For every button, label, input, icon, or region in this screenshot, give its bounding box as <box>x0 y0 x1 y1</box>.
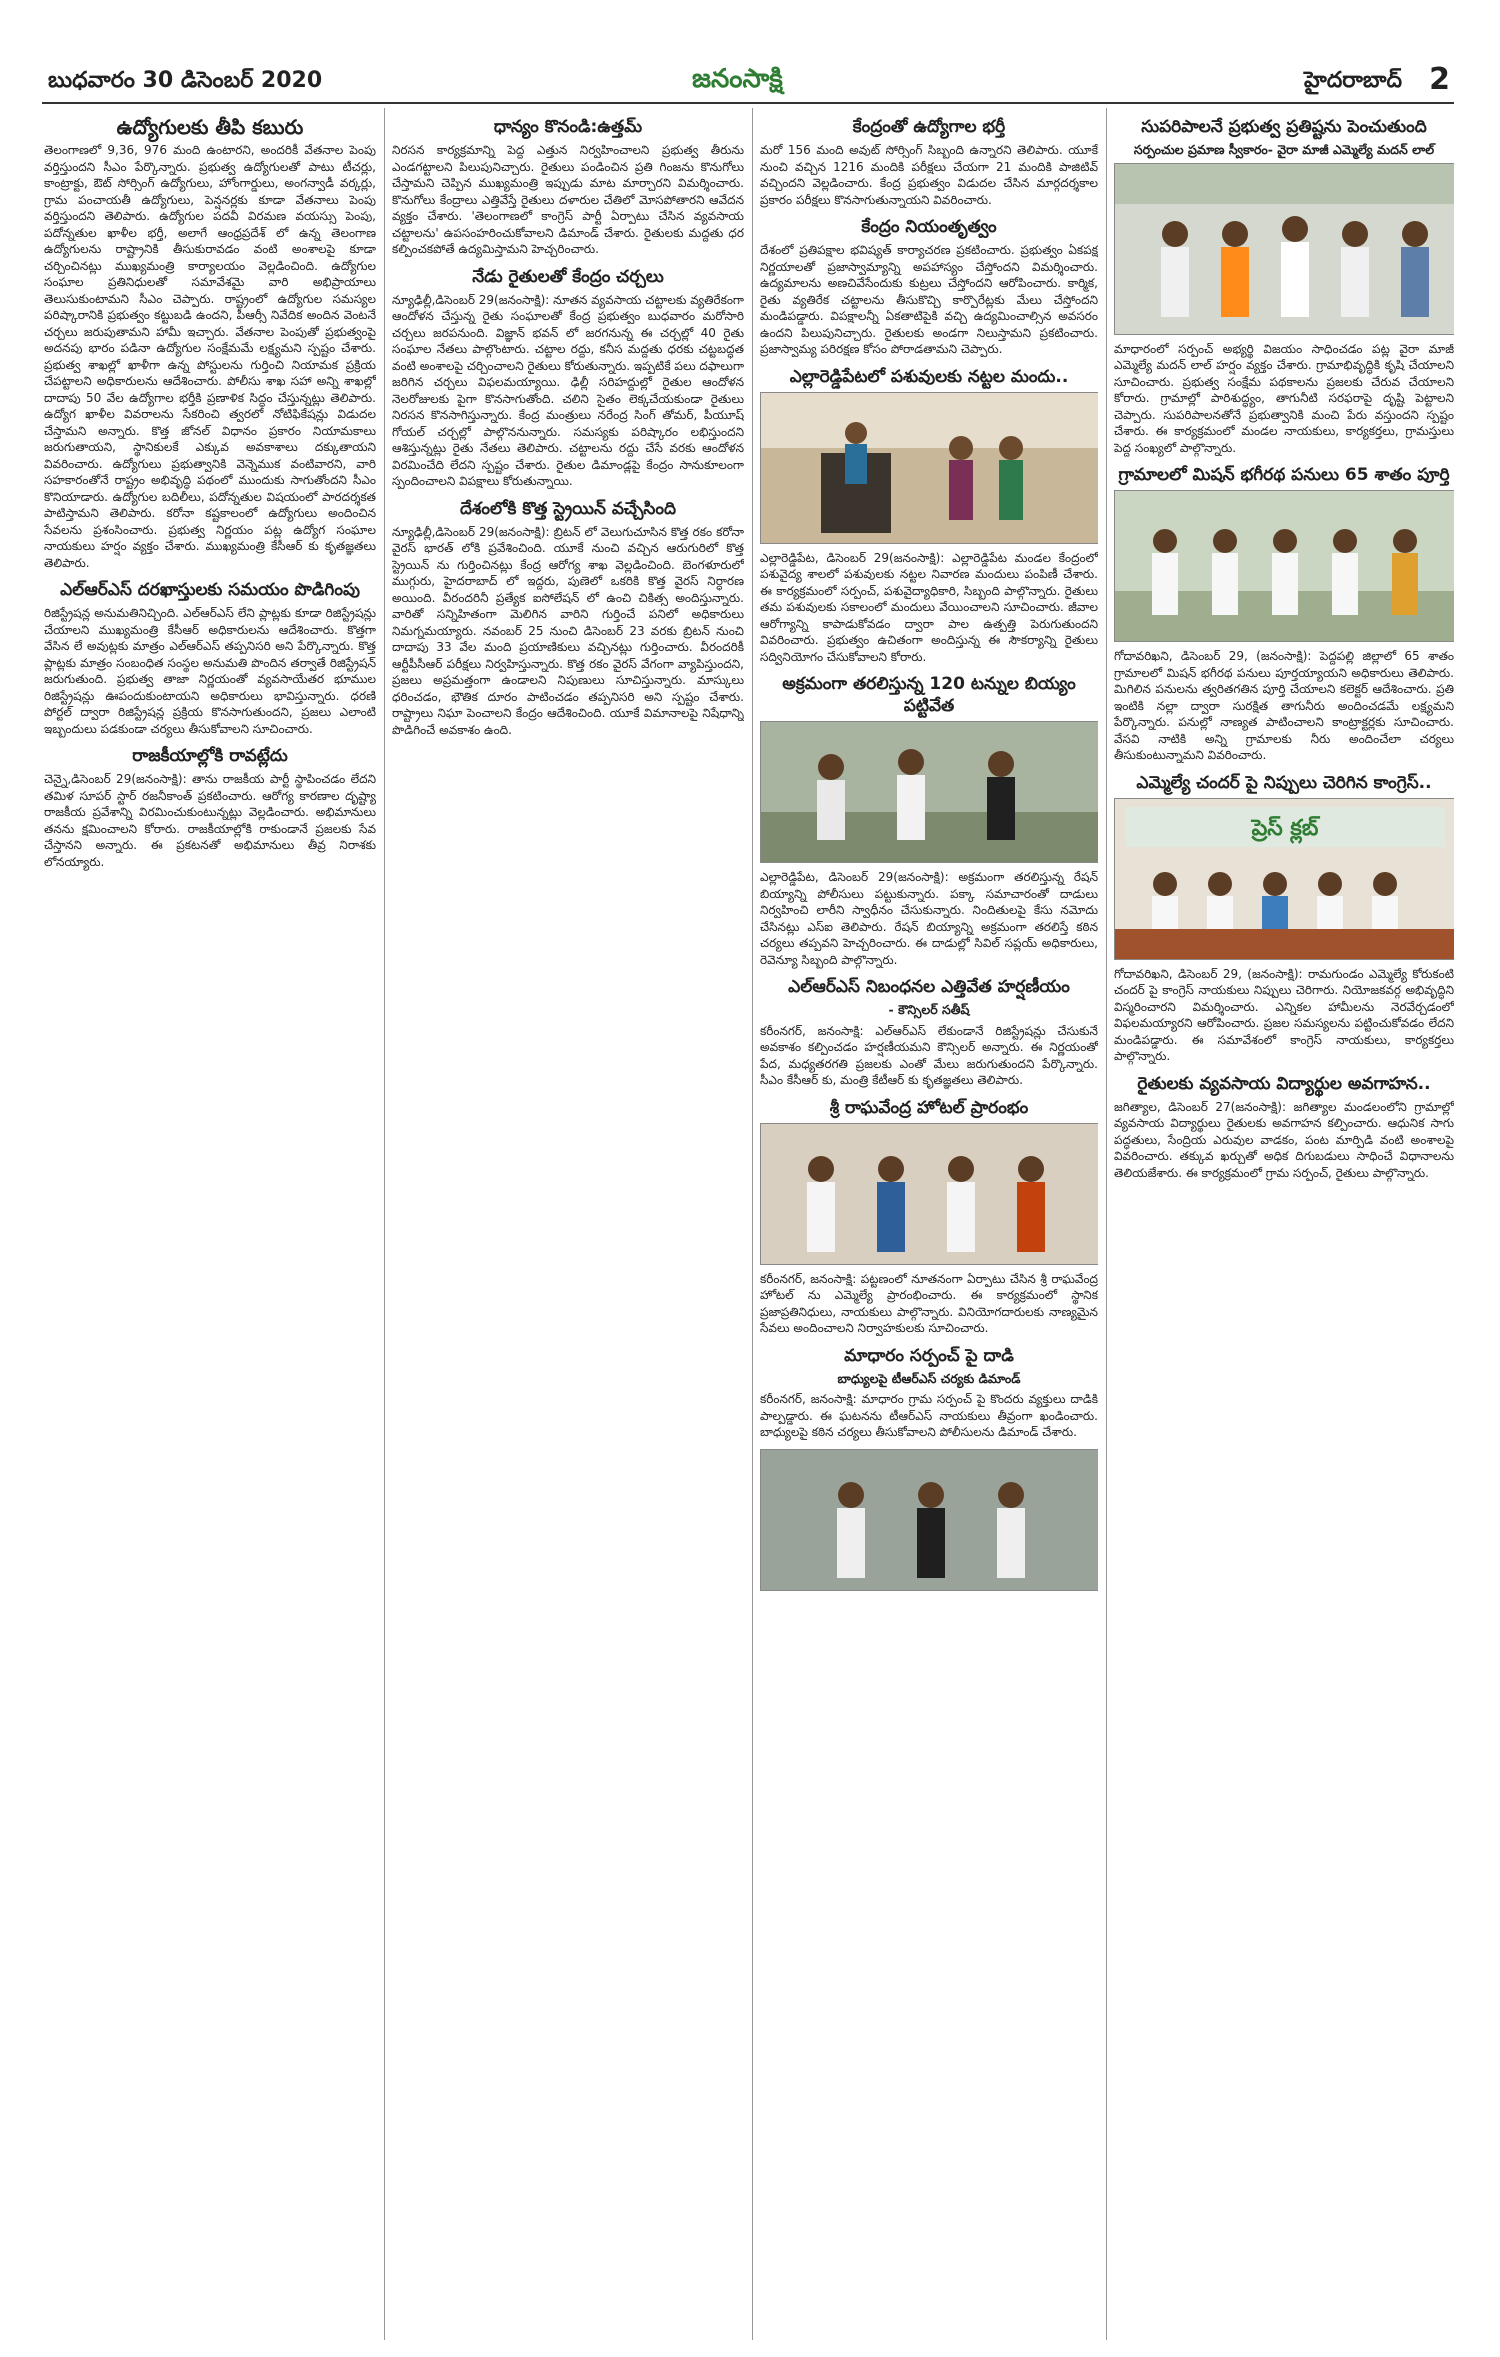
article-headline: కేంద్రం నియంతృత్వం <box>861 217 997 237</box>
article-body: ఎల్లారెడ్డిపేట, డిసెంబర్ 29(జనంసాక్షి): ఎల్లారెడ్డిపేట మండల కేంద్రంలో పశువైద్య శాలలో పశువులకు నట్టల నివారణ మందులు పంపిణీ చేశారు. ఈ కార్యక్రమంలో సర్పంచ్, పశువైద్యాధికారి, సిబ్బంది పాల్గొన్నారు. రైతులు తమ పశువులకు సకాలంలో మందులు వేయించాలని సూచించారు. జీవాల ఆరోగ్యాన్ని కాపాడుకోవడం ద్వారా పాల ఉత్పత్తి పెరుగుతుందని వివరించారు. ప్రభుత్వం ఉచితంగా అందిస్తున్న ఈ సౌకర్యాన్ని రైతులు సద్వినియోగం చేసుకోవాలని కోరారు. <box>760 550 1098 664</box>
page-number: 2 <box>1429 62 1450 97</box>
sarpanch-photo <box>760 1449 1098 1591</box>
article-headline: ఎల్ఆర్ఎస్ నిబంధనల ఎత్తివేత హర్షణీయం <box>788 977 1070 997</box>
article-body: న్యూఢిల్లీ,డిసెంబర్ 29(జనంసాక్షి): నూతన వ్యవసాయ చట్టాలకు వ్యతిరేకంగా ఆందోళన చేస్తున్న రైతు సంఘాలతో కేంద్ర ప్రభుత్వం బుధవారం మరోసారి చర్చలు జరపనుంది. విజ్ఞాన్ భవన్ లో జరగనున్న ఈ చర్చల్లో 40 రైతు సంఘాల నేతలు పాల్గొంటారు. చట్టాల రద్దు, కనీస మద్దతు ధరకు చట్టబద్ధత వంటి అంశాలపై చర్చించాలని రైతులు కోరుతున్నారు. ఇప్పటికే పలు దఫాలుగా జరిగిన చర్చలు విఫలమయ్యాయి. ఢిల్లీ సరిహద్దుల్లో రైతుల ఆందోళన నెలరోజులకు పైగా కొనసాగుతోంది. చలిని సైతం లెక్కచేయకుండా రైతులు నిరసన కొనసాగిస్తున్నారు. కేంద్ర మంత్రులు నరేంద్ర సింగ్ తోమర్, పీయూష్ గోయల్ చర్చల్లో పాల్గొననున్నారు. సమస్యకు పరిష్కారం లభిస్తుందని ఆశిస్తున్నట్లు రైతు నేతలు తెలిపారు. చట్టాలను రద్దు చేసే వరకు ఆందోళన విరమించేది లేదని స్పష్టం చేశారు. రైతుల డిమాండ్లపై కేంద్రం సానుకూలంగా స్పందించాలని విపక్షాలు కోరుతున్నాయి. <box>392 292 744 488</box>
article-body: కరీంనగర్, జనంసాక్షి: ఎల్ఆర్ఎస్ లేకుండానే రిజిస్ట్రేషన్లు చేసుకునే అవకాశం కల్పించడం హర్షణీయమని కౌన్సిలర్ అన్నారు. ఈ నిర్ణయంతో పేద, మధ్యతరగతి ప్రజలకు ఎంతో మేలు జరుగుతుందని పేర్కొన్నారు. సీఎం కేసీఆర్ కు, మంత్రి కేటీఆర్ కు కృతజ్ఞతలు తెలిపారు. <box>760 1023 1098 1087</box>
edition-city: హైదరాబాద్ <box>1304 68 1402 93</box>
article-body: కరీంనగర్, జనంసాక్షి: మాధారం గ్రామ సర్పంచ్ పై కొందరు వ్యక్తులు దాడికి పాల్పడ్డారు. ఈ ఘటనను టీఆర్ఎస్ నాయకులు తీవ్రంగా ఖండించారు. బాధ్యులపై కఠిన చర్యలు తీసుకోవాలని పోలీసులను డిమాండ్ చేశారు. <box>760 1392 1098 1439</box>
column-1 <box>44 110 376 2340</box>
column-2 <box>392 110 744 2340</box>
article-body: చెన్నై,డిసెంబర్ 29(జనంసాక్షి): తాను రాజకీయ పార్టీ స్థాపించడం లేదని తమిళ సూపర్ స్టార్ రజనీకాంత్ ప్రకటించారు. ఆరోగ్య కారణాల దృష్ట్యా రాజకీయ ప్రవేశాన్ని విరమించుకుంటున్నట్లు వెల్లడించారు. అభిమానులు తనను క్షమించాలని కోరారు. రాజకీయాల్లోకి రాకుండానే ప్రజలకు సేవ చేస్తానని అన్నారు. ఈ ప్రకటనతో అభిమానులు తీవ్ర నిరాశకు లోనయ్యారు. <box>44 772 376 869</box>
article-body: నిరసన కార్యక్రమాన్ని పెద్ద ఎత్తున నిర్వహించాలని ప్రభుత్వ తీరును ఎండగట్టాలని పిలుపునిచ్చారు. రైతులు పండించిన ప్రతి గింజను కొనుగోలు చేస్తామని చెప్పిన ముఖ్యమంత్రి ఇప్పుడు మాట మార్చారని విమర్శించారు. కొనుగోలు కేంద్రాలు ఎత్తివేస్తే రైతులు దళారుల చేతిలో మోసపోతారని ఆవేదన వ్యక్తం చేశారు. 'తెలంగాణలో కాంగ్రెస్ పార్టీ ఏర్పాటు చేసిన వ్యవసాయ చట్టాలను' ఉపసంహరించుకోవాలని డిమాండ్ చేశారు. రైతులకు మద్దతు ధర కల్పించకపోతే ఉద్యమిస్తామని హెచ్చరించారు. <box>392 143 744 256</box>
article-subheadline: సర్పంచుల ప్రమాణ స్వీకారం- వైరా మాజీ ఎమ్మెల్యే మదన్ లాల్ <box>1133 142 1435 157</box>
article-headline: రైతులకు వ్యవసాయ విద్యార్థుల అవగాహన.. <box>1137 1073 1431 1094</box>
article-headline: ఎల్ఆర్ఎస్ దరఖాస్తులకు సమయం పొడిగింపు <box>60 580 360 600</box>
article-body: మాధారంలో సర్పంచ్ అభ్యర్థి విజయం సాధించడం పట్ల వైరా మాజీ ఎమ్మెల్యే మదన్ లాల్ హర్షం వ్యక్తం చేశారు. గ్రామాభివృద్ధికి కృషి చేయాలని సూచించారు. ప్రభుత్వ సంక్షేమ పథకాలను ప్రజలకు చేరువ చేయాలని కోరారు. గ్రామాల్లో పారిశుద్ధ్యం, తాగునీటి సరఫరాపై దృష్టి పెట్టాలని చెప్పారు. సుపరిపాలనతోనే ప్రభుత్వానికి మంచి పేరు వస్తుందని స్పష్టం చేశారు. ఈ కార్యక్రమంలో మండల నాయకులు, కార్యకర్తలు, గ్రామస్తులు పెద్ద సంఖ్యలో పాల్గొన్నారు. <box>1114 341 1454 455</box>
article-headline: ఎమ్మెల్యే చందర్ పై నిప్పులు చెరిగిన కాంగ్రెస్.. <box>1136 772 1432 793</box>
hotel-opening-photo <box>760 1123 1098 1265</box>
banner-text: ప్రెస్ క్లబ్ <box>1251 815 1319 841</box>
article-headline: మాధారం సర్పంచ్ పై దాడి <box>844 1345 1014 1366</box>
column-3 <box>760 110 1098 2340</box>
article-headline: ఉద్యోగులకు తీపి కబురు <box>116 115 304 139</box>
congress-meeting-photo <box>1114 798 1454 960</box>
article-body: న్యూఢిల్లీ,డిసెంబర్ 29(జనంసాక్షి): బ్రిటన్ లో వెలుగుచూసిన కొత్త రకం కరోనా వైరస్ భారత్ లోకి ప్రవేశించింది. యూకే నుంచి వచ్చిన ఆరుగురిలో కొత్త స్ట్రెయిన్ ను గుర్తించినట్లు కేంద్ర ఆరోగ్య శాఖ వెల్లడించింది. బెంగళూరులో ముగ్గురు, హైదరాబాద్ లో ఇద్దరు, పుణెలో ఒకరికి కొత్త వైరస్ నిర్ధారణ అయింది. వీరందరినీ ప్రత్యేక ఐసోలేషన్ లో ఉంచి చికిత్స అందిస్తున్నారు. వారితో సన్నిహితంగా మెలిగిన వారిని గుర్తించే పనిలో అధికారులు నిమగ్నమయ్యారు. నవంబర్ 25 నుంచి డిసెంబర్ 23 వరకు బ్రిటన్ నుంచి దాదాపు 33 వేల మంది ప్రయాణికులు వచ్చినట్లు గుర్తించారు. వీరందరికీ ఆర్టీపీసీఆర్ పరీక్షలు నిర్వహిస్తున్నారు. కొత్త రకం వైరస్ వేగంగా వ్యాపిస్తుందని, ప్రజలు అప్రమత్తంగా ఉండాలని నిపుణులు సూచిస్తున్నారు. మాస్కులు ధరించడం, భౌతిక దూరం పాటించడం తప్పనిసరి అని స్పష్టం చేశారు. రాష్ట్రాలు నిఘా పెంచాలని కేంద్రం ఆదేశించింది. యూకే విమానాలపై నిషేధాన్ని పొడిగించే అవకాశం ఉంది. <box>392 524 744 737</box>
article-headline: నేడు రైతులతో కేంద్రం చర్చలు <box>472 266 664 287</box>
article-headline: గ్రామాలలో మిషన్ భగీరథ పనులు 65 శాతం పూర్తి <box>1118 465 1450 485</box>
article-headline: రాజకీయాల్లోకి రావట్లేదు <box>132 746 288 766</box>
article-byline: - కౌన్సిలర్ సతీష్ <box>888 1002 970 1017</box>
article-body: కరీంనగర్, జనంసాక్షి: పట్టణంలో నూతనంగా ఏర్పాటు చేసిన శ్రీ రాఘవేంద్ర హోటల్ ను ఎమ్మెల్యే ప్రారంభించారు. ఈ కార్యక్రమంలో స్థానిక ప్రజాప్రతినిధులు, నాయకులు పాల్గొన్నారు. వినియోగదారులకు నాణ్యమైన సేవలు అందించాలని నిర్వాహకులకు సూచించారు. <box>760 1271 1098 1335</box>
issue-date: బుధవారం 30 డిసెంబర్ 2020 <box>48 68 323 93</box>
paper-logo: జనంసాక్షి <box>692 64 783 94</box>
oath-ceremony-photo <box>1114 163 1454 335</box>
article-headline: కేంద్రంతో ఉద్యోగాల భర్తీ <box>852 117 1006 137</box>
article-body: రిజిస్ట్రేషన్ల అనుమతినిచ్చింది. ఎల్ఆర్ఎస్ లేని ప్లాట్లకు కూడా రిజిస్ట్రేషన్లు చేయాలని ముఖ్యమంత్రి కేసీఆర్ అధికారులను ఆదేశించారు. కొత్తగా వేసిన లే అవుట్లకు మాత్రం ఎల్ఆర్ఎస్ తప్పనిసరి అని పేర్కొన్నారు. కొత్త ప్లాట్లకు మాత్రం సంబంధిత సంస్థల అనుమతి పొందిన తర్వాతే రిజిస్ట్రేషన్ జరుగుతుంది. ప్రభుత్వ తాజా నిర్ణయంతో వ్యవసాయేతర భూముల రిజిస్ట్రేషన్లు ఊపందుకుంటాయని అధికారులు భావిస్తున్నారు. ధరణి పోర్టల్ ద్వారా రిజిస్ట్రేషన్ల ప్రక్రియ కొనసాగుతుందని, ప్రజలు ఎలాంటి ఇబ్బందులు పడకుండా చర్యలు తీసుకోవాలని సూచించారు. <box>44 606 376 736</box>
column-rule <box>384 108 385 2340</box>
article-body: దేశంలో ప్రతిపక్షాల భవిష్యత్ కార్యాచరణ ప్రకటించారు. ప్రభుత్వం ఏకపక్ష నిర్ణయాలతో ప్రజాస్వామ్యాన్ని అపహాస్యం చేస్తోందని విమర్శించారు. ఉద్యమాలను అణచివేసేందుకు కుట్రలు చేస్తోందని ఆరోపించారు. కార్మిక, రైతు వ్యతిరేక చట్టాలను తీసుకొచ్చి కార్పొరేట్లకు మేలు చేస్తోందని మండిపడ్డారు. విపక్షాలన్నీ ఏకతాటిపైకి వచ్చి ఉద్యమించాల్సిన అవసరం ఉందని పిలుపునిచ్చారు. రైతులకు అండగా నిలుస్తామని ప్రకటించారు. ప్రజాస్వామ్య పరిరక్షణ కోసం పోరాడతామని చెప్పారు. <box>760 243 1098 356</box>
article-body: గోదావరిఖని, డిసెంబర్ 29, (జనంసాక్షి): రామగుండం ఎమ్మెల్యే కోరుకంటి చందర్ పై కాంగ్రెస్ నాయకులు నిప్పులు చెరిగారు. నియోజకవర్గ అభివృద్ధిని విస్మరించారని విమర్శించారు. ఎన్నికల హామీలను నెరవేర్చడంలో విఫలమయ్యారని ఆరోపించారు. ప్రజల సమస్యలను పట్టించుకోవడం లేదని మండిపడ్డారు. ఈ సమావేశంలో కాంగ్రెస్ నాయకులు, కార్యకర్తలు పాల్గొన్నారు. <box>1114 966 1454 1063</box>
rice-seizure-photo <box>760 721 1098 863</box>
article-headline: సుపరిపాలనే ప్రభుత్వ ప్రతిష్టను పెంచుతుంది <box>1141 117 1427 137</box>
column-rule <box>1106 108 1107 2340</box>
article-headline: ధాన్యం కొనండి:ఉత్తమ్ <box>493 117 643 137</box>
article-headline: ఎల్లారెడ్డిపేటలో పశువులకు నట్టల మందు.. <box>789 366 1069 387</box>
cattle-deworming-photo <box>760 392 1098 544</box>
article-subheadline: బాధ్యులపై టీఆర్ఎస్ చర్యకు డిమాండ్ <box>837 1370 1021 1386</box>
article-headline: శ్రీ రాఘవేంద్ర హోటల్ ప్రారంభం <box>829 1097 1029 1118</box>
article-body: మరో 156 మంది అవుట్ సోర్సింగ్ సిబ్బంది ఉన్నారని తెలిపారు. యూకే నుంచి వచ్చిన 1216 మందికి పరీక్షలు చేయగా 21 మందికి పాజిటివ్ వచ్చిందని వెల్లడించారు. కేంద్ర ప్రభుత్వం విడుదల చేసిన మార్గదర్శకాల ప్రకారం పరీక్షలు కొనసాగుతున్నాయని వివరించారు. <box>760 143 1098 207</box>
article-body: జగిత్యాల, డిసెంబర్ 27(జనంసాక్షి): జగిత్యాల మండలంలోని గ్రామాల్లో వ్యవసాయ విద్యార్థులు రైతులకు అవగాహన కల్పించారు. ఆధునిక సాగు పద్ధతులు, సేంద్రియ ఎరువుల వాడకం, పంట మార్పిడి వంటి అంశాలపై వివరించారు. తక్కువ ఖర్చుతో అధిక దిగుబడులు సాధించే విధానాలను తెలియజేశారు. ఈ కార్యక్రమంలో గ్రామ సర్పంచ్, రైతులు పాల్గొన్నారు. <box>1114 1099 1454 1180</box>
column-rule <box>752 108 753 2340</box>
article-body: తెలంగాణలో 9,36, 976 మంది ఉంటారని, అందరికీ వేతనాల పెంపు వర్తిస్తుందని సీఎం పేర్కొన్నారు. ప్రభుత్వ ఉద్యోగులతో పాటు టీచర్లు, కాంట్రాక్టు, ఔట్ సోర్సింగ్ ఉద్యోగులు, హోంగార్డులు, అంగన్వాడీ వర్కర్లు, గ్రామ పంచాయతీ ఉద్యోగులు, పెన్షనర్లకు కూడా వేతనాలు పెంపు వర్తిస్తుందని తెలిపారు. ఉద్యోగుల పదవీ విరమణ వయస్సు పెంపు, పదోన్నతుల ఖాళీల భర్తీ, అలాగే ఆంధ్రప్రదేశ్ లో ఉన్న తెలంగాణ ఉద్యోగులను రాష్ట్రానికి తీసుకురావడం వంటి అంశాలపై కూడా చర్చించినట్లు ముఖ్యమంత్రి కార్యాలయం వెల్లడించింది. ఉద్యోగుల సంఘాల ప్రతినిధులతో సమావేశమై వారి అభిప్రాయాలు తెలుసుకుంటామని సీఎం చెప్పారు. రాష్ట్రంలో ఉద్యోగుల సమస్యల పరిష్కారానికి ప్రభుత్వం కట్టుబడి ఉందని, పీఆర్సీ నివేదిక అందిన వెంటనే చర్చలు జరుపుతామని హామీ ఇచ్చారు. వేతనాల పెంపుతో ప్రభుత్వంపై అదనపు భారం పడినా ఉద్యోగుల సంక్షేమమే లక్ష్యమని స్పష్టం చేశారు. ప్రభుత్వ శాఖల్లో ఖాళీగా ఉన్న పోస్టులను గుర్తించి నియామక ప్రక్రియ చేపట్టాలని అధికారులను ఆదేశించారు. పోలీసు శాఖ సహా అన్ని శాఖల్లో దాదాపు 50 వేల ఉద్యోగాల భర్తీకి ప్రణాళిక సిద్ధం చేస్తున్నట్లు తెలిపారు. ఉద్యోగ ఖాళీల వివరాలను సేకరించి త్వరలో నోటిఫికేషన్లు విడుదల చేస్తామని అన్నారు. కొత్త జోనల్ విధానం ప్రకారం నియామకాలు జరుగుతాయని, స్థానికులకే ఎక్కువ అవకాశాలు దక్కుతాయని వివరించారు. ఉద్యోగులు ప్రభుత్వానికి వెన్నెముక వంటివారని, వారి సహకారంతోనే రాష్ట్రం అభివృద్ధి పథంలో ముందుకు సాగుతోందని సీఎం కొనియాడారు. ఉద్యోగుల బదిలీలు, పదోన్నతుల విషయంలో పారదర్శకత పాటిస్తామని తెలిపారు. కరోనా కష్టకాలంలో ఉద్యోగులు అందించిన సేవలను ప్రశంసించారు. ప్రభుత్వ నిర్ణయం పట్ల ఉద్యోగ సంఘాల నాయకులు హర్షం వ్యక్తం చేశారు. ముఖ్యమంత్రి కేసీఆర్ కు కృతజ్ఞతలు తెలిపారు. <box>44 143 376 570</box>
article-headline: దేశంలోకి కొత్త స్ట్రెయిన్ వచ్చేసింది <box>460 498 676 519</box>
column-4 <box>1114 110 1454 2340</box>
mission-bhagiratha-photo <box>1114 490 1454 642</box>
article-body: గోదావరిఖని, డిసెంబర్ 29, (జనంసాక్షి): పెద్దపల్లి జిల్లాలో 65 శాతం గ్రామాలలో మిషన్ భగీరథ పనులు పూర్తయ్యాయని అధికారులు తెలిపారు. మిగిలిన పనులను త్వరితగతిన పూర్తి చేయాలని కలెక్టర్ ఆదేశించారు. ప్రతి ఇంటికి నల్లా ద్వారా సురక్షిత తాగునీరు అందించడమే లక్ష్యమని పేర్కొన్నారు. పనుల్లో నాణ్యత పాటించాలని కాంట్రాక్టర్లకు సూచించారు. వేసవి నాటికి అన్ని గ్రామాలకు నీరు అందించేలా చర్యలు తీసుకుంటున్నామని వివరించారు. <box>1114 649 1454 762</box>
article-body: ఎల్లారెడ్డిపేట, డిసెంబర్ 29(జనంసాక్షి): అక్రమంగా తరలిస్తున్న రేషన్ బియ్యాన్ని పోలీసులు పట్టుకున్నారు. పక్కా సమాచారంతో దాడులు నిర్వహించి లారీని స్వాధీనం చేసుకున్నారు. నిందితులపై కేసు నమోదు చేసినట్లు ఎస్ఐ తెలిపారు. రేషన్ బియ్యాన్ని అక్రమంగా తరలిస్తే కఠిన చర్యలు తప్పవని హెచ్చరించారు. ఈ దాడుల్లో సివిల్ సప్లయ్ అధికారులు, రెవెన్యూ సిబ్బంది పాల్గొన్నారు. <box>760 870 1098 967</box>
masthead <box>42 62 1454 104</box>
article-headline: అక్రమంగా తరలిస్తున్న 120 టన్నుల బియ్యం పట్టివేత <box>782 674 1076 716</box>
